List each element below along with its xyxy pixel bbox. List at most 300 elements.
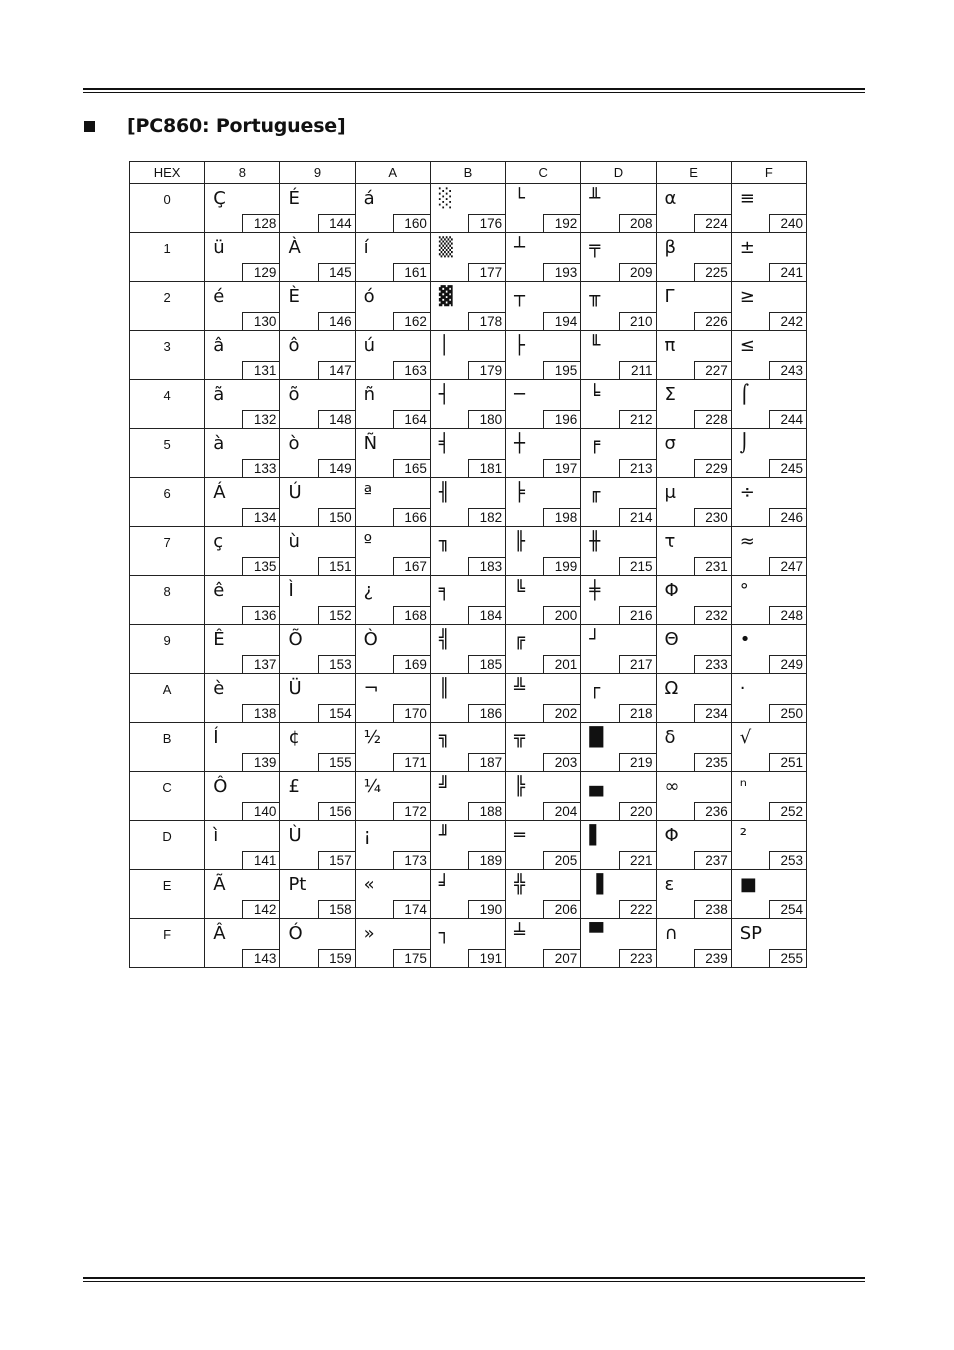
character-cell	[355, 870, 430, 919]
character-glyph: ≤	[739, 335, 755, 356]
decimal-code: 222	[619, 900, 657, 919]
row-hex-label: D	[130, 821, 205, 870]
decimal-code: 245	[769, 459, 807, 478]
row-hex-label: 1	[130, 233, 205, 282]
decimal-code: 209	[619, 263, 657, 282]
column-header: B	[430, 162, 505, 184]
character-glyph: ╫	[589, 531, 601, 552]
character-glyph: ñ	[363, 384, 376, 405]
character-glyph: ó	[363, 286, 375, 307]
decimal-code: 166	[393, 508, 431, 527]
character-cell	[280, 478, 355, 527]
character-glyph: ·	[739, 678, 746, 699]
character-cell	[280, 380, 355, 429]
character-glyph: μ	[664, 482, 676, 503]
character-cell	[355, 331, 430, 380]
character-cell	[430, 576, 505, 625]
character-cell	[581, 772, 656, 821]
character-cell	[581, 723, 656, 772]
decimal-code: 201	[543, 655, 581, 674]
character-glyph: ê	[213, 580, 225, 601]
decimal-code: 129	[242, 263, 280, 282]
table-row	[130, 331, 807, 380]
character-glyph: Ó	[288, 923, 303, 944]
decimal-code: 255	[769, 949, 807, 968]
decimal-code: 200	[543, 606, 581, 625]
decimal-code: 137	[242, 655, 280, 674]
character-glyph: ⁿ	[739, 776, 747, 797]
decimal-code: 174	[393, 900, 431, 919]
decimal-code: 142	[242, 900, 280, 919]
character-cell	[355, 919, 430, 968]
row-hex-label: 8	[130, 576, 205, 625]
character-cell	[731, 527, 806, 576]
decimal-code: 176	[468, 214, 506, 233]
character-cell	[355, 429, 430, 478]
character-cell	[506, 576, 581, 625]
character-glyph: â	[213, 335, 225, 356]
column-header-hex: HEX	[130, 162, 205, 184]
character-glyph: Ú	[288, 482, 302, 503]
character-cell	[280, 870, 355, 919]
character-cell	[656, 331, 731, 380]
character-glyph: δ	[664, 727, 676, 748]
character-glyph: ┼	[514, 433, 525, 454]
character-glyph: ⌡	[739, 433, 750, 454]
character-glyph: Í	[213, 727, 219, 748]
decimal-code: 195	[543, 361, 581, 380]
character-cell	[280, 576, 355, 625]
character-glyph: ¬	[363, 678, 379, 699]
column-header: A	[355, 162, 430, 184]
character-glyph: Á	[213, 482, 226, 503]
decimal-code: 147	[318, 361, 356, 380]
character-cell	[506, 821, 581, 870]
character-cell	[205, 527, 280, 576]
character-cell	[731, 870, 806, 919]
decimal-code: 226	[694, 312, 732, 331]
character-glyph: Ç	[213, 188, 226, 209]
character-glyph: Ñ	[363, 433, 378, 454]
decimal-code: 214	[619, 508, 657, 527]
character-glyph: ≡	[739, 188, 755, 209]
character-cell	[581, 331, 656, 380]
decimal-code: 251	[769, 753, 807, 772]
character-cell	[430, 282, 505, 331]
character-glyph: ╞	[514, 482, 525, 503]
decimal-code: 186	[468, 704, 506, 723]
decimal-code: 249	[769, 655, 807, 674]
table-row	[130, 870, 807, 919]
decimal-code: 180	[468, 410, 506, 429]
character-cell	[506, 233, 581, 282]
decimal-code: 172	[393, 802, 431, 821]
character-glyph: ─	[514, 384, 525, 405]
character-cell	[656, 527, 731, 576]
decimal-code: 203	[543, 753, 581, 772]
column-header: C	[506, 162, 581, 184]
decimal-code: 234	[694, 704, 732, 723]
decimal-code: 159	[318, 949, 356, 968]
character-glyph: ▌	[589, 825, 604, 846]
character-cell	[280, 282, 355, 331]
decimal-code: 135	[242, 557, 280, 576]
decimal-code: 247	[769, 557, 807, 576]
top-rule	[83, 88, 865, 93]
character-glyph: è	[213, 678, 225, 699]
character-cell	[506, 674, 581, 723]
decimal-code: 145	[318, 263, 356, 282]
character-glyph: ▐	[589, 874, 604, 895]
character-glyph: █	[589, 727, 604, 748]
character-glyph: Õ	[288, 629, 303, 650]
character-cell	[430, 870, 505, 919]
character-glyph: │	[438, 335, 450, 356]
character-glyph: ã	[213, 384, 225, 405]
character-glyph: Ω	[664, 678, 679, 699]
decimal-code: 181	[468, 459, 506, 478]
character-glyph: Φ	[664, 825, 679, 846]
decimal-code: 243	[769, 361, 807, 380]
decimal-code: 224	[694, 214, 732, 233]
decimal-code: 221	[619, 851, 657, 870]
decimal-code: 229	[694, 459, 732, 478]
decimal-code: 139	[242, 753, 280, 772]
character-glyph: ╨	[589, 188, 601, 209]
character-code-table	[129, 161, 807, 968]
character-cell	[430, 919, 505, 968]
decimal-code: 171	[393, 753, 431, 772]
character-glyph: º	[363, 531, 373, 552]
table-row	[130, 429, 807, 478]
decimal-code: 205	[543, 851, 581, 870]
character-cell	[430, 478, 505, 527]
character-glyph: ≈	[739, 531, 755, 552]
decimal-code: 158	[318, 900, 356, 919]
row-hex-label: B	[130, 723, 205, 772]
decimal-code: 246	[769, 508, 807, 527]
row-hex-label: 0	[130, 184, 205, 233]
character-glyph: ╧	[514, 923, 525, 944]
decimal-code: 182	[468, 508, 506, 527]
row-hex-label: E	[130, 870, 205, 919]
character-cell	[506, 429, 581, 478]
character-cell	[355, 723, 430, 772]
character-cell	[731, 723, 806, 772]
character-glyph: ε	[664, 874, 675, 895]
character-glyph: É	[288, 188, 300, 209]
character-cell	[656, 723, 731, 772]
character-cell	[581, 821, 656, 870]
decimal-code: 244	[769, 410, 807, 429]
decimal-code: 146	[318, 312, 356, 331]
character-glyph: ⌠	[739, 384, 750, 405]
character-cell	[656, 184, 731, 233]
decimal-code: 210	[619, 312, 657, 331]
character-cell	[205, 233, 280, 282]
character-glyph: ù	[288, 531, 300, 552]
character-glyph: ç	[213, 531, 224, 552]
character-cell	[581, 576, 656, 625]
decimal-code: 250	[769, 704, 807, 723]
character-cell	[506, 478, 581, 527]
character-glyph: ▓	[438, 286, 453, 307]
character-cell	[656, 233, 731, 282]
character-cell	[205, 282, 280, 331]
character-glyph: é	[213, 286, 225, 307]
character-cell	[506, 772, 581, 821]
row-hex-label: 2	[130, 282, 205, 331]
decimal-code: 196	[543, 410, 581, 429]
decimal-code: 216	[619, 606, 657, 625]
character-glyph: ┐	[438, 923, 450, 944]
decimal-code: 161	[393, 263, 431, 282]
character-cell	[280, 625, 355, 674]
decimal-code: 213	[619, 459, 657, 478]
character-glyph: ┌	[589, 678, 601, 699]
character-cell	[280, 429, 355, 478]
decimal-code: 238	[694, 900, 732, 919]
decimal-code: 231	[694, 557, 732, 576]
table-row	[130, 576, 807, 625]
decimal-code: 138	[242, 704, 280, 723]
character-glyph: ▄	[589, 776, 604, 797]
character-glyph: Σ	[664, 384, 676, 405]
character-glyph: Ò	[363, 629, 378, 650]
character-cell	[581, 380, 656, 429]
character-cell	[731, 429, 806, 478]
character-glyph: »	[363, 923, 375, 944]
decimal-code: 190	[468, 900, 506, 919]
character-cell	[506, 919, 581, 968]
character-glyph: ╟	[514, 531, 525, 552]
decimal-code: 202	[543, 704, 581, 723]
character-cell	[581, 870, 656, 919]
character-glyph: Pt	[288, 874, 307, 895]
decimal-code: 206	[543, 900, 581, 919]
decimal-code: 242	[769, 312, 807, 331]
character-cell	[430, 625, 505, 674]
decimal-code: 152	[318, 606, 356, 625]
character-cell	[656, 576, 731, 625]
decimal-code: 215	[619, 557, 657, 576]
decimal-code: 155	[318, 753, 356, 772]
character-cell	[205, 184, 280, 233]
decimal-code: 233	[694, 655, 732, 674]
decimal-code: 208	[619, 214, 657, 233]
character-glyph: ■	[739, 874, 757, 895]
character-glyph: ì	[213, 825, 219, 846]
character-glyph: ½	[363, 727, 382, 748]
decimal-code: 207	[543, 949, 581, 968]
character-glyph: ü	[213, 237, 225, 258]
character-cell	[430, 772, 505, 821]
table-row	[130, 723, 807, 772]
character-cell	[280, 723, 355, 772]
character-cell	[430, 331, 505, 380]
decimal-code: 235	[694, 753, 732, 772]
decimal-code: 149	[318, 459, 356, 478]
decimal-code: 188	[468, 802, 506, 821]
character-glyph: À	[288, 237, 301, 258]
table-row	[130, 821, 807, 870]
character-glyph: ╚	[514, 580, 525, 601]
character-cell	[656, 821, 731, 870]
character-glyph: Ê	[213, 629, 225, 650]
decimal-code: 163	[393, 361, 431, 380]
table-row	[130, 184, 807, 233]
character-cell	[205, 870, 280, 919]
character-glyph: ╦	[514, 727, 525, 748]
character-glyph: ∞	[664, 776, 680, 797]
character-glyph: à	[213, 433, 225, 454]
character-cell	[355, 527, 430, 576]
character-glyph: τ	[664, 531, 676, 552]
character-cell	[656, 674, 731, 723]
character-cell	[731, 478, 806, 527]
character-glyph: ╓	[589, 482, 601, 503]
character-cell	[731, 772, 806, 821]
character-glyph: È	[288, 286, 300, 307]
decimal-code: 133	[242, 459, 280, 478]
decimal-code: 156	[318, 802, 356, 821]
decimal-code: 144	[318, 214, 356, 233]
character-glyph: ╙	[589, 335, 601, 356]
character-glyph: σ	[664, 433, 676, 454]
table-header-row	[130, 162, 807, 184]
character-glyph: ░	[438, 188, 453, 209]
character-cell	[355, 772, 430, 821]
decimal-code: 197	[543, 459, 581, 478]
character-glyph: ª	[363, 482, 373, 503]
decimal-code: 170	[393, 704, 431, 723]
character-cell	[280, 331, 355, 380]
character-glyph: ╣	[438, 629, 450, 650]
character-cell	[731, 184, 806, 233]
character-cell	[656, 625, 731, 674]
decimal-code: 162	[393, 312, 431, 331]
character-glyph: α	[664, 188, 677, 209]
character-glyph: ò	[288, 433, 300, 454]
character-cell	[581, 429, 656, 478]
character-glyph: °	[739, 580, 749, 601]
character-glyph: √	[739, 727, 752, 748]
square-bullet-icon	[84, 121, 95, 132]
character-glyph: ÷	[739, 482, 755, 503]
decimal-code: 131	[242, 361, 280, 380]
character-cell	[280, 184, 355, 233]
character-glyph: ╔	[514, 629, 525, 650]
character-glyph: β	[664, 237, 677, 258]
column-header: F	[731, 162, 806, 184]
decimal-code: 185	[468, 655, 506, 674]
decimal-code: 227	[694, 361, 732, 380]
bottom-rule	[83, 1277, 865, 1282]
character-cell	[355, 184, 430, 233]
character-glyph: í	[363, 237, 369, 258]
decimal-code: 194	[543, 312, 581, 331]
decimal-code: 153	[318, 655, 356, 674]
decimal-code: 132	[242, 410, 280, 429]
character-cell	[506, 625, 581, 674]
character-cell	[205, 429, 280, 478]
character-cell	[506, 723, 581, 772]
decimal-code: 178	[468, 312, 506, 331]
decimal-code: 169	[393, 655, 431, 674]
character-glyph: ≥	[739, 286, 755, 307]
decimal-code: 179	[468, 361, 506, 380]
decimal-code: 130	[242, 312, 280, 331]
character-cell	[355, 282, 430, 331]
decimal-code: 189	[468, 851, 506, 870]
decimal-code: 253	[769, 851, 807, 870]
section-heading	[84, 113, 345, 139]
character-glyph: ╒	[589, 433, 601, 454]
character-glyph: ¢	[288, 727, 300, 748]
character-glyph: Ã	[213, 874, 226, 895]
row-hex-label: 4	[130, 380, 205, 429]
decimal-code: 160	[393, 214, 431, 233]
character-cell	[430, 527, 505, 576]
character-cell	[731, 674, 806, 723]
character-glyph: ╖	[438, 531, 450, 552]
character-cell	[430, 380, 505, 429]
character-glyph: ╢	[438, 482, 450, 503]
character-glyph: ┤	[438, 384, 450, 405]
character-glyph: ô	[288, 335, 300, 356]
character-cell	[430, 674, 505, 723]
character-cell	[280, 772, 355, 821]
character-cell	[205, 331, 280, 380]
character-cell	[430, 429, 505, 478]
character-cell	[656, 282, 731, 331]
decimal-code: 167	[393, 557, 431, 576]
decimal-code: 193	[543, 263, 581, 282]
character-cell	[731, 625, 806, 674]
table-row	[130, 674, 807, 723]
decimal-code: 232	[694, 606, 732, 625]
character-cell	[731, 576, 806, 625]
decimal-code: 164	[393, 410, 431, 429]
table-row	[130, 919, 807, 968]
decimal-code: 141	[242, 851, 280, 870]
decimal-code: 175	[393, 949, 431, 968]
table-row	[130, 380, 807, 429]
decimal-code: 154	[318, 704, 356, 723]
decimal-code: 192	[543, 214, 581, 233]
row-hex-label: 5	[130, 429, 205, 478]
decimal-code: 219	[619, 753, 657, 772]
character-glyph: SP	[739, 923, 763, 944]
decimal-code: 199	[543, 557, 581, 576]
character-cell	[731, 233, 806, 282]
character-cell	[205, 625, 280, 674]
character-glyph: ╛	[438, 874, 450, 895]
character-cell	[205, 478, 280, 527]
character-glyph: á	[363, 188, 375, 209]
table-row	[130, 478, 807, 527]
character-cell	[355, 576, 430, 625]
decimal-code: 168	[393, 606, 431, 625]
character-cell	[731, 919, 806, 968]
row-hex-label: C	[130, 772, 205, 821]
character-cell	[656, 772, 731, 821]
character-glyph: ¼	[363, 776, 382, 797]
character-glyph: •	[739, 629, 751, 650]
row-hex-label: A	[130, 674, 205, 723]
character-cell	[205, 723, 280, 772]
character-glyph: Ô	[213, 776, 228, 797]
